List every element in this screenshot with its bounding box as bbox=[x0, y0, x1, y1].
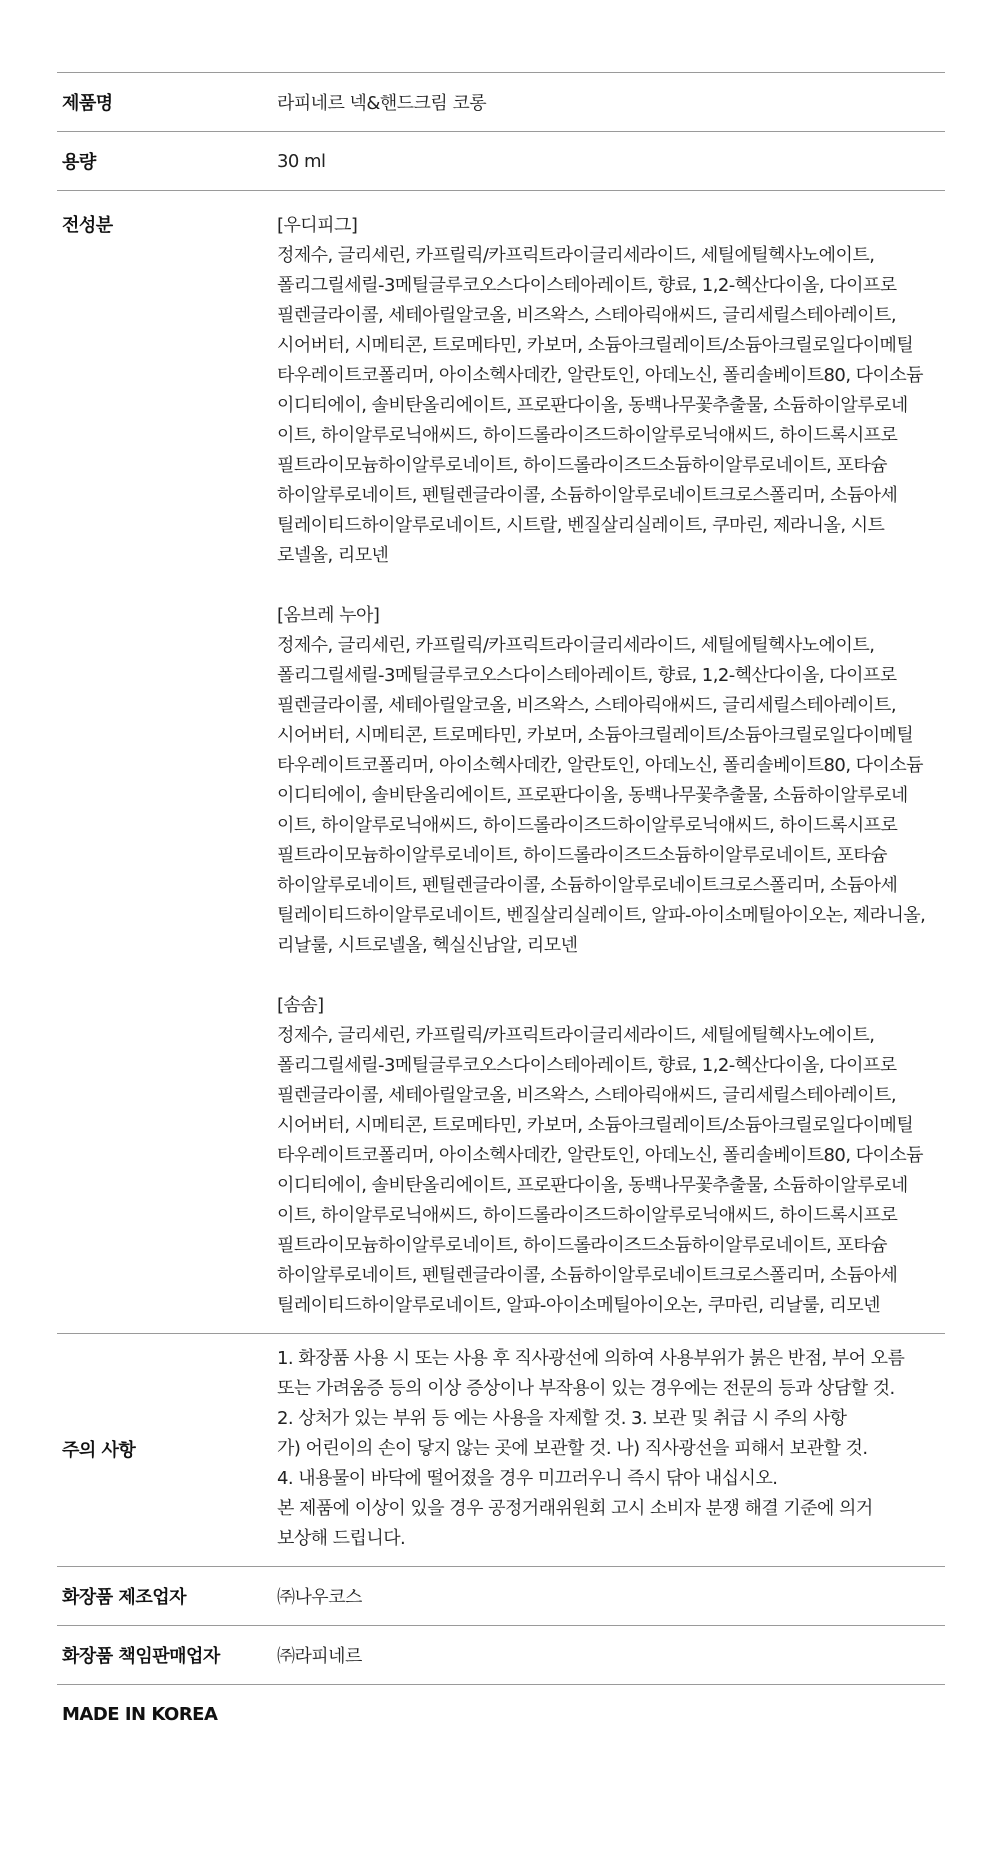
caution-text: 1. 화장품 사용 시 또는 사용 후 직사광선에 의하여 사용부위가 붉은 반점, 부어 오름 또는 가려움증 등의 이상 증상이나 부작용이 있는 경우에는 전문의 등과 상담할 것. 2. 상처가 있는 부위 등 에는 사용을 자제할 것. 3. 보관 및 취급 시 주의 사항 가) 어린이의 손이 닿지 않는 곳에 보관할 것. 나) 직사광선을 피해서 보관할 것. 4. 내용물이 바닥에 떨어졌을 경우 미끄러우니 즉시 닦아 내십시오. 본 제품에 이상이 있을 경우 공정거래위원회 고시 소비자 분쟁 해결 기준에 의거 보상해 드립니다. bbox=[277, 1348, 905, 1549]
ingredient-block-ombre-noir bbox=[277, 601, 945, 961]
manufacturer-label: 화장품 제조업자 bbox=[62, 1587, 186, 1608]
row-caution bbox=[57, 1334, 945, 1567]
product-info-table bbox=[57, 72, 945, 1743]
volume-value: 30 ml bbox=[277, 150, 326, 172]
origin-label: MADE IN KOREA bbox=[62, 1703, 218, 1725]
seller-value: ㈜라피네르 bbox=[277, 1646, 362, 1667]
manufacturer-value: ㈜나우코스 bbox=[277, 1587, 362, 1608]
row-origin bbox=[57, 1685, 945, 1743]
ingredient-block-title: [우디피그] bbox=[277, 215, 358, 236]
row-seller bbox=[57, 1626, 945, 1685]
seller-label: 화장품 책임판매업자 bbox=[62, 1646, 220, 1667]
ingredients-label: 전성분 bbox=[62, 215, 113, 236]
row-product-name bbox=[57, 73, 945, 132]
ingredient-block-list: 정제수, 글리세린, 카프릴릭/카프릭트라이글리세라이드, 세틸에틸헥사노에이트, 폴리그릴세릴-3메틸글루코오스다이스테아레이트, 향료, 1,2-헥산다이올, 다이프로 필렌글라이콜, 세테아릴알코올, 비즈왁스, 스테아릭애씨드, 글리세릴스테아레이트, 시어버터, 시메티콘, 트로메타민, 카보머, 소듐아크릴레이트/소듐아크릴로일다이메틸 타우레이트코폴리머, 아이소헥사데칸, 알란토인, 아데노신, 폴리솔베이트80, 다이소듐 이디티에이, 솔비탄올리에이트, 프로판다이올, 동백나무꽃추출물, 소듐하이알루로네 이트, 하이알루로닉애씨드, 하이드롤라이즈드하이알루로닉애씨드, 하이드록시프로 필트라이모늄하이알루로네이트, 하이드롤라이즈드소듐하이알루로네이트, 포타슘 하이알루로네이트, 펜틸렌글라이콜, 소듐하이알루로네이트크로스폴리머, 소듐아세 틸레이티드하이알루로네이트, 벤질살리실레이트, 알파-아이소메틸아이오논, 제라니올, 리날룰, 시트로넬올, 헥실신남알, 리모넨 bbox=[277, 635, 926, 956]
volume-label: 용량 bbox=[62, 152, 96, 173]
row-volume bbox=[57, 132, 945, 191]
ingredient-block-list: 정제수, 글리세린, 카프릴릭/카프릭트라이글리세라이드, 세틸에틸헥사노에이트, 폴리그릴세릴-3메틸글루코오스다이스테아레이트, 향료, 1,2-헥산다이올, 다이프로 필렌글라이콜, 세테아릴알코올, 비즈왁스, 스테아릭애씨드, 글리세릴스테아레이트, 시어버터, 시메티콘, 트로메타민, 카보머, 소듐아크릴레이트/소듐아크릴로일다이메틸 타우레이트코폴리머, 아이소헥사데칸, 알란토인, 아데노신, 폴리솔베이트80, 다이소듐 이디티에이, 솔비탄올리에이트, 프로판다이올, 동백나무꽃추출물, 소듐하이알루로네 이트, 하이알루로닉애씨드, 하이드롤라이즈드하이알루로닉애씨드, 하이드록시프로 필트라이모늄하이알루로네이트, 하이드롤라이즈드소듐하이알루로네이트, 포타슘 하이알루로네이트, 펜틸렌글라이콜, 소듐하이알루로네이트크로스폴리머, 소듐아세 틸레이티드하이알루로네이트, 알파-아이소메틸아이오논, 쿠마린, 리날룰, 리모넨 bbox=[277, 1025, 924, 1316]
row-manufacturer bbox=[57, 1567, 945, 1626]
ingredient-block-title: [옴브레 누아] bbox=[277, 605, 380, 626]
product-name-value: 라피네르 넥&핸드크림 코롱 bbox=[277, 93, 487, 114]
caution-label: 주의 사항 bbox=[62, 1440, 136, 1461]
ingredients-value bbox=[277, 211, 945, 1321]
ingredient-block-title: [솜솜] bbox=[277, 995, 324, 1016]
ingredient-block-list: 정제수, 글리세린, 카프릴릭/카프릭트라이글리세라이드, 세틸에틸헥사노에이트, 폴리그릴세릴-3메틸글루코오스다이스테아레이트, 향료, 1,2-헥산다이올, 다이프로 필렌글라이콜, 세테아릴알코올, 비즈왁스, 스테아릭애씨드, 글리세릴스테아레이트, 시어버터, 시메티콘, 트로메타민, 카보머, 소듐아크릴레이트/소듐아크릴로일다이메틸 타우레이트코폴리머, 아이소헥사데칸, 알란토인, 아데노신, 폴리솔베이트80, 다이소듐 이디티에이, 솔비탄올리에이트, 프로판다이올, 동백나무꽃추출물, 소듐하이알루로네 이트, 하이알루로닉애씨드, 하이드롤라이즈드하이알루로닉애씨드, 하이드록시프로 필트라이모늄하이알루로네이트, 하이드롤라이즈드소듐하이알루로네이트, 포타슘 하이알루로네이트, 펜틸렌글라이콜, 소듐하이알루로네이트크로스폴리머, 소듐아세 틸레이티드하이알루로네이트, 시트랄, 벤질살리실레이트, 쿠마린, 제라니올, 시트 로넬올, 리모넨 bbox=[277, 245, 924, 566]
row-ingredients bbox=[57, 191, 945, 1334]
ingredient-block-woody-fig bbox=[277, 211, 945, 571]
product-name-label: 제품명 bbox=[62, 93, 113, 114]
ingredient-block-somsom bbox=[277, 991, 945, 1321]
